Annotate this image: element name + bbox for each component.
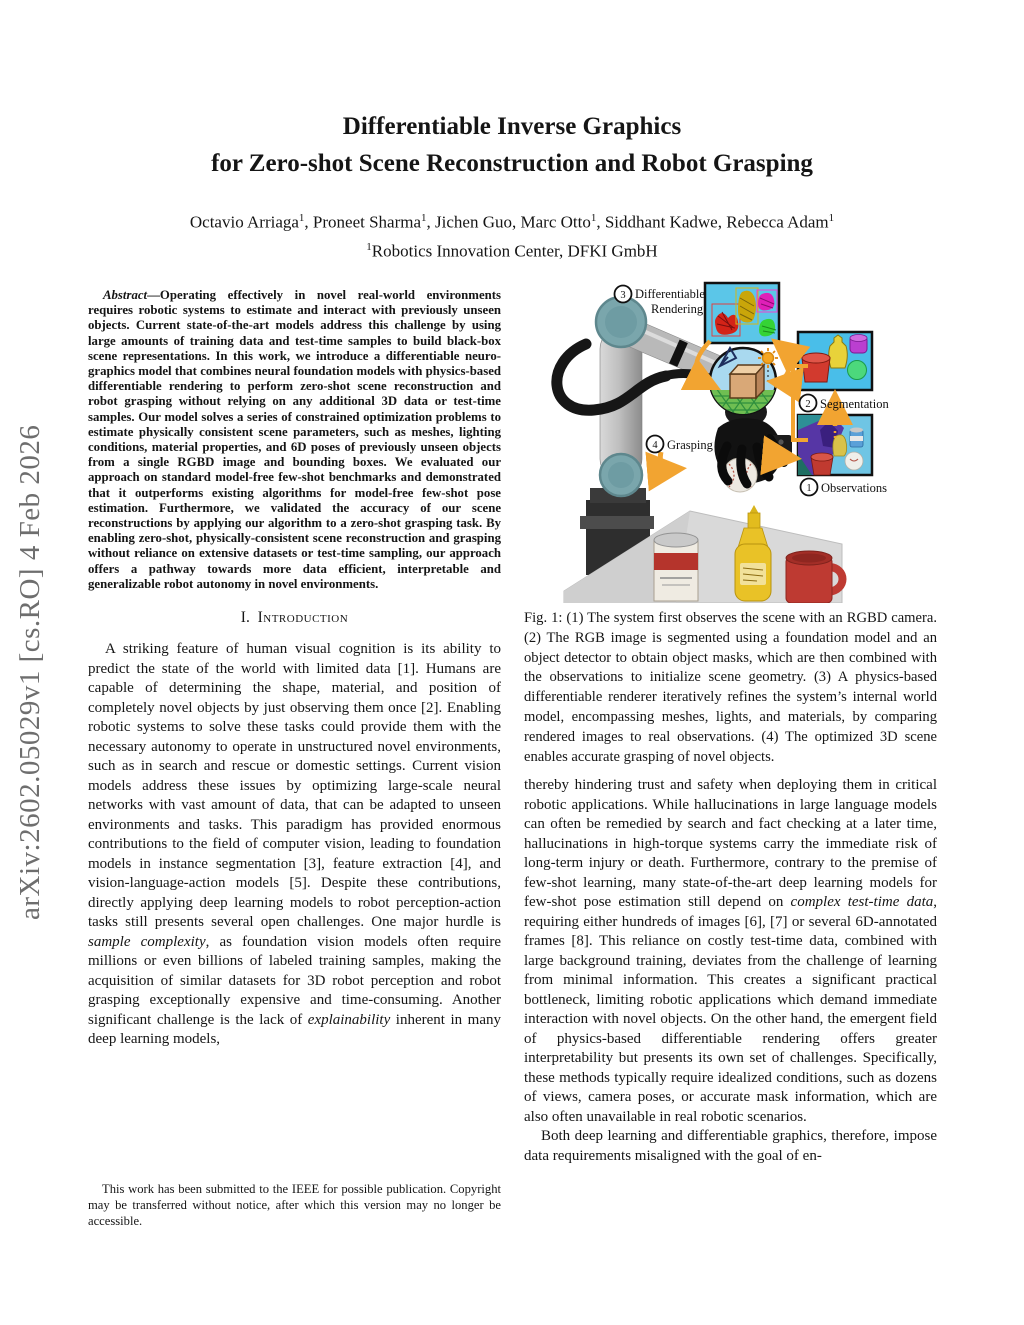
arrow-camera-to-obs [770,456,792,458]
mustard-bottle [735,505,771,601]
affiliation-line: $^1$Robotics Innovation Center, DFKI GmbH [366,240,658,261]
arxiv-watermark: arXiv:2602.05029v1 [cs.RO] 4 Feb 2026 [14,424,46,920]
step-4-label: Grasping [667,438,713,452]
author-affil-mark: 1 [590,212,597,224]
title-block [0,108,1024,182]
step-1-number: 1 [806,483,812,494]
step-2-label: Segmentation [820,397,889,411]
author: Jichen Guo [435,212,512,232]
step-2-number: 2 [805,399,811,410]
author: Proneet Sharma [312,212,422,232]
italic-term: sample complexity [88,933,206,950]
author-affil-mark: 1 [421,212,427,224]
segmentation-inset [798,332,872,390]
figure-1-graphic [524,278,937,603]
author: Marc Otto [520,212,591,232]
arrow-grasping [660,452,677,469]
column2-paragraph-2: Both deep learning and differentiable graphics, therefore, impose data requirements misaligned with the goal of en- [524,1128,937,1164]
italic-term: complex test-time data [790,894,934,911]
abstract-text: Operating effectively in novel real-world environments requires robotic systems to estimate and interact with previously unseen objects. Current state-of-the-art models address this challenge by using large amounts of training data and test-time samples to build black-box scene representations. In this work, we introduce a differentiable neuro-graphics model that combines neural foundation models with physics-based differentiable rendering to perform zero-shot scene reconstruction and robot grasping without relying on any additional 3D data or test-time samples. Our model solves a series of constrained optimization problems to estimate physically consistent scene parameters, such as meshes, lighting conditions, material properties, and 6D poses of previously unseen objects from a single RGBD image and bounding boxes. We evaluated our approach on standard model-free few-shot benchmarks and demonstrated that it outperforms existing algorithms for model-free few-shot pose estimation. Furthermore, we validated the accuracy of our scene reconstructions by applying our algorithm to a zero-shot grasping task. By enabling zero-shot, physically-consistent scene reconstruction and grasping without reliance on extensive datasets or test-time sampling, our approach offers a pathway towards more data efficient, interpretable and generalizable robot autonomy in novel environments. [88,288,501,591]
paper-title-line2: for Zero-shot Scene Reconstruction and Robot Grasping [211,150,813,177]
author-affil-mark: 1 [298,212,305,224]
affiliation: Robotics Innovation Center, DFKI GmbH [371,241,658,261]
paper-title-line1: Differentiable Inverse Graphics [342,113,682,140]
step-4-number: 4 [652,440,658,451]
step-1-label: Observations [821,481,887,495]
author: Octavio Arriaga [189,212,299,232]
step-3-number: 3 [620,290,626,301]
intro-paragraph-1: A striking feature of human visual cognition is its ability to predict the state of the world with limited data [1]. Humans are capable of determining the shape, material, and position of completely novel objects by just observing them once [2]. Enabling robotic systems to solve these tasks could provide them with the necessary autonomy to operate in unstructured novel environments, such as in search and rescue or domestic settings. Current vision models address these issues by optimizing large-scale neural networks with vast amount of data, that can be adapted to unseen environments and tasks. This paradigm has provided enormous contributions to the field of computer vision, leading to foundation models in instance segmentation [3], feature extraction [4], and vision-language-action models [5]. Despite these contributions, directly applying deep learning models to robot perception-action tasks still presents several open challenges. One major hurdle is sample complexity, as foundation vision models often require millions or even billions of labeled training samples, making the acquisition of similar datasets for 3D robot perception and robot grasping exceptionally expensive and time-consuming. Another significant challenge is the lack of explainability inherent in many deep learning models, [88,641,501,1048]
step-3-label-line2: Rendering [651,302,704,316]
soup-can [654,533,698,601]
step-3-label-line1: Differentiable [635,287,705,301]
italic-term: explainability [307,1011,391,1028]
author: Siddhant Kadwe [604,212,718,232]
obs-mustard [833,435,847,456]
section-heading-introduction: I. Introduction [240,609,349,627]
world-model-icon [708,348,778,416]
rendered-image-inset [705,283,779,343]
author-affil-mark: 1 [828,212,835,224]
seg-ball [848,361,867,380]
right-column [524,278,937,1166]
authors-block [0,206,1024,263]
ieee-copyright-footnote: This work has been submitted to the IEEE for possible publication. Copyright may be transferred without notice, after which this version may no longer be accessible. [88,1182,501,1228]
figure-1 [524,278,937,603]
abstract-lead: Abstract [103,288,148,302]
left-column [88,288,501,1050]
arrow-seg-to-model [775,382,793,384]
abstract-paragraph: Abstract—Operating effectively in novel real-world environments requires robotic systems to estimate and interact with previously unseen objects. Current state-of-the-art models address this challenge by using large amounts of training data and test-time samples to build black-box scene representations. In this work, we introduce a differentiable neuro-graphics model that combines neural foundation models with physics-based differentiable rendering to perform zero-shot scene reconstruction and robot grasping without relying on any additional 3D data or test-time samples. Our model solves a series of constrained optimization problems to estimate physically consistent scene parameters, such as meshes, lighting conditions, material properties, and 6D poses of previously unseen objects from a single RGBD image and bounding boxes. We evaluated our approach on standard model-free few-shot benchmarks and demonstrated that it outperforms existing algorithms for model-free few-shot pose estimation. Furthermore, we validated the accuracy of our scene reconstructions by applying our algorithm to a zero-shot grasping task. By enabling zero-shot, physically-consistent scene reconstruction and grasping without reliance on extensive datasets or test-time sampling, our approach offers a pathway towards more data efficient, interpretable and generalizable robot autonomy in novel environments. [88,288,501,591]
column2-paragraph-1: thereby hindering trust and safety when deploying them in critical robotic applications. While hallucinations in large language models can often be remedied by search and fact checking at a later time, hallucinations in high-torque systems carry the immediate risk of long-term injury or death. Furthermore, contrary to the premise of few-shot learning, many state-of-the-art deep learning models for few-shot pose estimation still depend on complex test-time data, requiring either hundreds of images [6], [7] or several 6D-annotated frames [8]. This reliance on costly test-time data, combined with large background training, deviates from the challenge of learning from minimal information. This creates a significant practical bottleneck, limiting robotic applications which demand immediate interaction with novel objects. On the other hand, the emergent field of physics-based differentiable rendering offers greater interpretability but presents its own set of challenges. Specifically, these methods typically require idealized conditions, such as dozens of views, camera poses, or accurate mask information, which are also often unavailable in real robotic scenarios. [524,777,938,1125]
figure-1-caption: Fig. 1: (1) The system first observes the scene with an RGBD camera. (2) The RGB image is segmented using a foundation model and an object detector to obtain object masks, which are then combined with the observations to initialize scene geometry. (3) A physics-based differentiable renderer iteratively refines the system’s internal world model, encompassing meshes, lights, and materials, by comparing rendered images to real observations. (4) The optimized 3D scene enables accurate grasping of novel objects. [524,610,937,765]
author: Rebecca Adam [726,212,829,232]
authors-line: Octavio Arriaga$^1$, Proneet Sharma$^1$, Jichen Guo, Marc Otto$^1$, Siddhant Kadwe, Rebecca Adam$^1$ [189,212,835,232]
